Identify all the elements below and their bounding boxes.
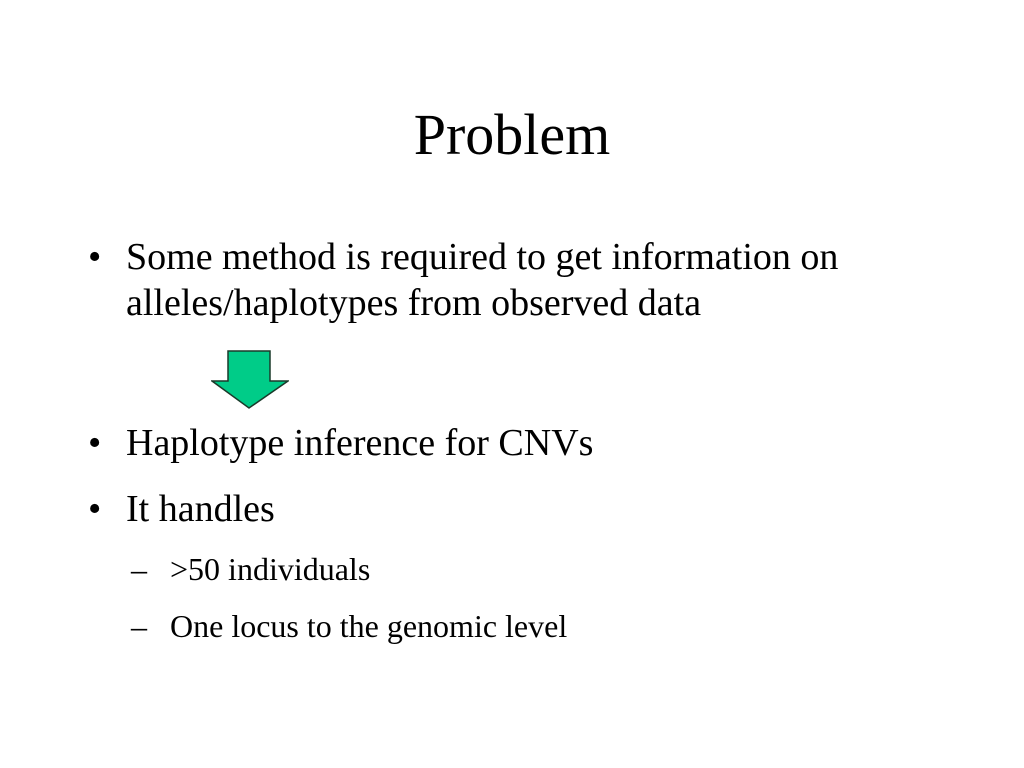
bullet-marker: •: [88, 422, 102, 464]
sub-bullet-item: [131, 550, 931, 588]
sub-bullet-marker: –: [131, 551, 147, 587]
bullet-item: [88, 234, 948, 326]
sub-bullet-text: >50 individuals: [170, 551, 371, 587]
bullet-text: It handles: [126, 488, 275, 530]
sub-bullet-text: One locus to the genomic level: [170, 608, 568, 644]
sub-bullet-item: [131, 607, 931, 645]
bullet-item: [88, 420, 948, 466]
sub-bullet-marker: –: [131, 608, 147, 644]
bullet-text: Some method is required to get information on alleles/haplotypes from observed data: [126, 236, 839, 324]
bullet-text: Haplotype inference for CNVs: [126, 422, 594, 464]
bullet-marker: •: [88, 236, 102, 278]
bullet-marker: •: [88, 488, 102, 530]
bullet-item: [88, 486, 948, 532]
down-arrow-icon: [211, 350, 289, 410]
slide-title: Problem: [413, 102, 611, 167]
